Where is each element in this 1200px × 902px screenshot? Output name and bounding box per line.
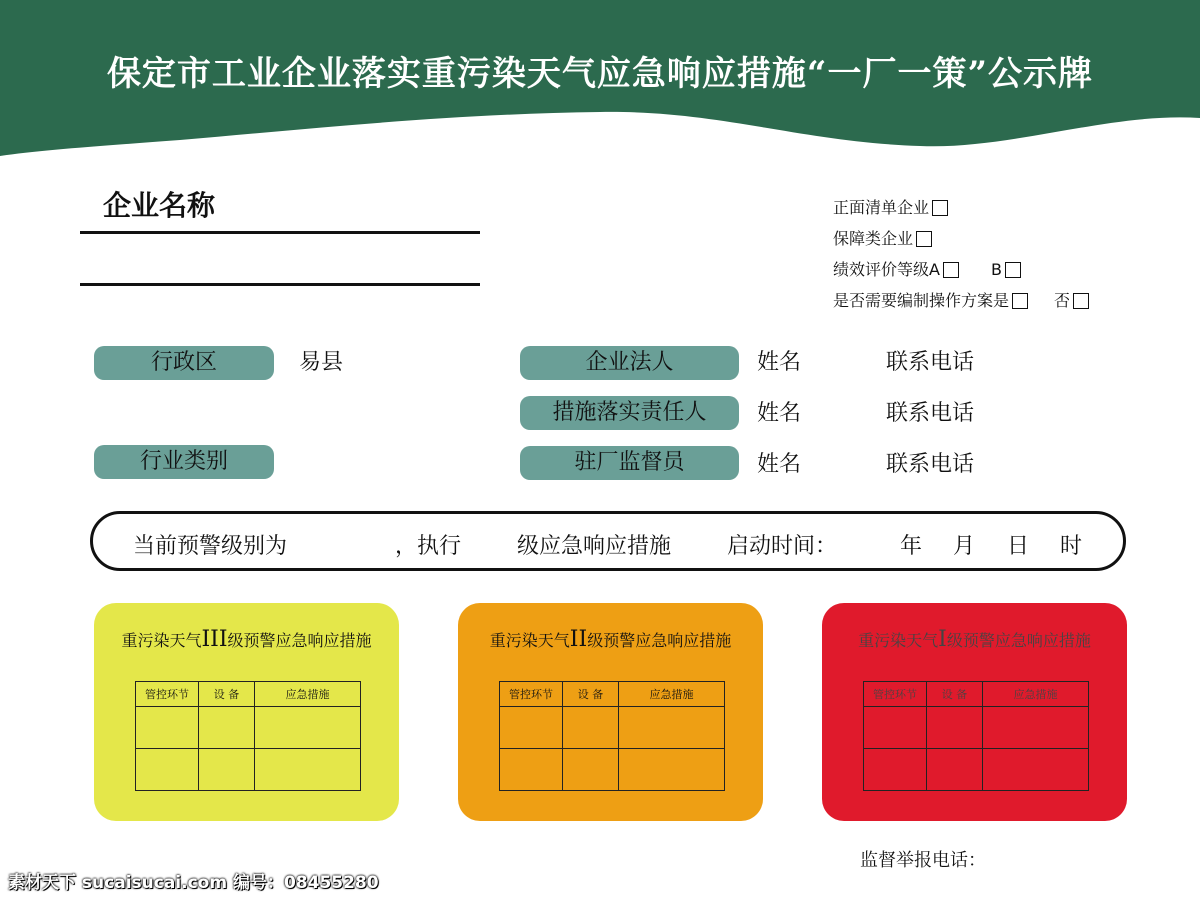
checklist-row-guarantee <box>833 223 1089 254</box>
warning-year: 年 <box>900 534 923 559</box>
card-title: 重污染天气I级预警应急响应措施 <box>858 627 1091 652</box>
supervisor-name-label: 姓名 <box>757 452 802 477</box>
warning-month: 月 <box>953 534 976 559</box>
warning-current-level: 当前预警级别为 <box>133 534 288 559</box>
card-title: 重污染天气III级预警应急响应措施 <box>121 627 372 652</box>
plan-no-checkbox[interactable] <box>1073 293 1089 309</box>
grade-b-checkbox[interactable] <box>1005 262 1021 278</box>
legal-rep-phone-label: 联系电话 <box>886 350 975 375</box>
supervisor-phone-label: 联系电话 <box>886 452 975 477</box>
guarantee-checkbox[interactable] <box>916 231 932 247</box>
checklist-label: 保障类企业 <box>833 228 914 248</box>
checklist-label: 是否需要编制操作方案是 <box>833 290 1010 310</box>
measure-table: 管控环节 设 备 应急措施 <box>499 681 725 791</box>
enterprise-checklist <box>833 192 1089 316</box>
checklist-row-positive <box>833 192 1089 223</box>
checklist-row-plan <box>833 285 1089 316</box>
responsible-phone-label: 联系电话 <box>886 401 975 426</box>
legal-rep-label: 企业法人 <box>520 346 739 380</box>
checklist-label: B <box>990 259 1002 279</box>
company-name-line-2 <box>80 283 480 286</box>
card-title: 重污染天气II级预警应急响应措施 <box>489 627 732 652</box>
company-name-line <box>80 231 480 234</box>
checklist-label: 正面清单企业 <box>833 197 930 217</box>
warning-day: 日 <box>1007 534 1030 559</box>
level-1-card <box>822 603 1127 821</box>
district-value: 易县 <box>299 350 344 375</box>
warning-start-time: 启动时间： <box>727 534 838 559</box>
page-title: 保定市工业企业落实重污染天气应急响应措施“一厂一策”公示牌 <box>106 54 1094 94</box>
grade-a-checkbox[interactable] <box>943 262 959 278</box>
checklist-row-grade <box>833 254 1089 285</box>
plan-yes-checkbox[interactable] <box>1012 293 1028 309</box>
warning-measure: 级应急响应措施 <box>517 534 672 559</box>
measure-table: 管控环节 设 备 应急措施 <box>863 681 1089 791</box>
industry-label: 行业类别 <box>94 445 274 479</box>
level-3-card <box>94 603 399 821</box>
legal-rep-name-label: 姓名 <box>757 350 802 375</box>
district-label: 行政区 <box>94 346 274 380</box>
checklist-label: 否 <box>1054 290 1071 310</box>
watermark: 素材天下 sucaisucai.com 编号：08455280 <box>8 873 379 893</box>
responsible-name-label: 姓名 <box>757 401 802 426</box>
warning-status-bar <box>90 511 1126 571</box>
measure-table: 管控环节 设 备 应急措施 <box>135 681 361 791</box>
company-name-label: 企业名称 <box>103 189 216 222</box>
positive-list-checkbox[interactable] <box>932 200 948 216</box>
responsible-person-label: 措施落实责任人 <box>520 396 739 430</box>
warning-hour: 时 <box>1060 534 1083 559</box>
level-2-card <box>458 603 763 821</box>
supervisor-label: 驻厂监督员 <box>520 446 739 480</box>
warning-execute: ，执行 <box>395 534 462 559</box>
supervision-hotline-label: 监督举报电话： <box>860 850 986 871</box>
checklist-label: 绩效评价等级A <box>833 259 940 279</box>
